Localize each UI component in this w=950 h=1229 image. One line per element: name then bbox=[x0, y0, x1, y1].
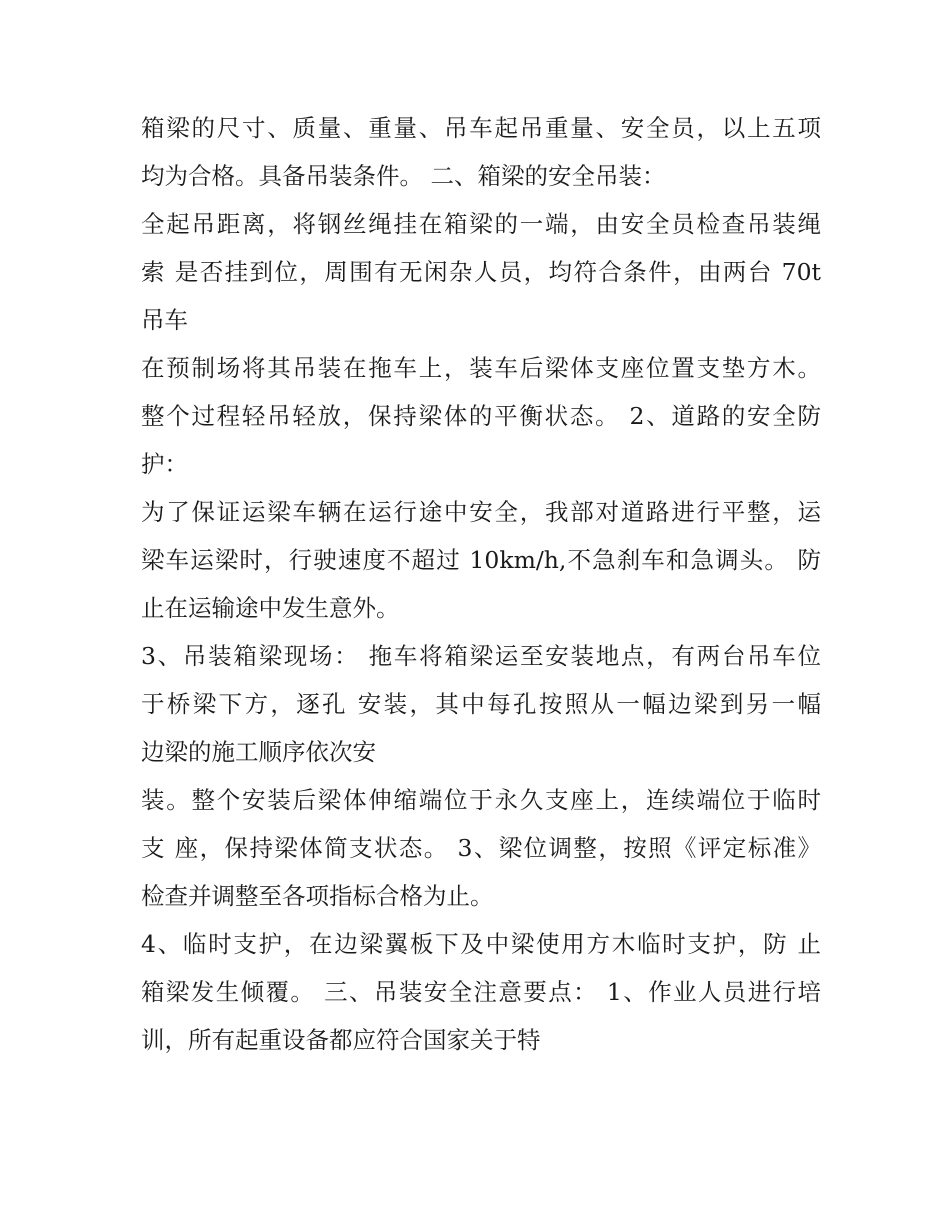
text-line: 均为合格。具备吊装条件。 二、箱梁的安全吊装： bbox=[141, 162, 666, 190]
text-line: 箱梁发生倾覆。 三、吊装安全注意要点： 1、作业人员进行培 bbox=[141, 978, 821, 1006]
text-line: 3、吊装箱梁现场： 拖车将箱梁运至安装地点，有两台吊车位 bbox=[141, 642, 821, 670]
text-line: 全起吊距离，将钢丝绳挂在箱梁的一端，由安全员检查吊装绳 bbox=[141, 210, 821, 238]
text-line: 4、临时支护，在边梁翼板下及中梁使用方木临时支护，防 止 bbox=[141, 930, 821, 958]
text-line: 梁车运梁时，行驶速度不超过 10km/h,不急刹车和急调头。 防 bbox=[141, 546, 821, 574]
paragraph bbox=[141, 488, 821, 632]
text-line: 在预制场将其吊装在拖车上，装车后梁体支座位置支垫方木。 bbox=[141, 354, 821, 382]
paragraph bbox=[141, 104, 821, 200]
paragraph bbox=[141, 632, 821, 776]
text-line: 整个过程轻吊轻放，保持梁体的平衡状态。 2、道路的安全防 bbox=[141, 402, 821, 430]
text-line: 支 座，保持梁体简支状态。 3、梁位调整，按照《评定标准》 bbox=[141, 834, 821, 862]
text-line: 检查并调整至各项指标合格为止。 bbox=[141, 882, 494, 910]
paragraph bbox=[141, 776, 821, 920]
text-line: 装。整个安装后梁体伸缩端位于永久支座上，连续端位于临时 bbox=[141, 786, 821, 814]
paragraph bbox=[141, 200, 821, 344]
text-line: 为了保证运梁车辆在运行途中安全，我部对道路进行平整，运 bbox=[141, 498, 821, 526]
document-body bbox=[141, 104, 821, 1064]
text-line: 箱梁的尺寸、质量、重量、吊车起吊重量、安全员，以上五项 bbox=[141, 114, 821, 142]
text-line: 边梁的施工顺序依次安 bbox=[141, 738, 376, 766]
text-line: 吊车 bbox=[141, 306, 188, 334]
text-line: 索 是否挂到位，周围有无闲杂人员，均符合条件，由两台 70t bbox=[141, 258, 821, 286]
paragraph bbox=[141, 344, 821, 488]
text-line: 护： bbox=[141, 450, 188, 478]
text-line: 止在运输途中发生意外。 bbox=[141, 594, 400, 622]
paragraph bbox=[141, 920, 821, 1064]
text-line: 训，所有起重设备都应符合国家关于特 bbox=[141, 1026, 541, 1054]
text-line: 于桥梁下方，逐孔 安装，其中每孔按照从一幅边梁到另一幅 bbox=[141, 690, 821, 718]
